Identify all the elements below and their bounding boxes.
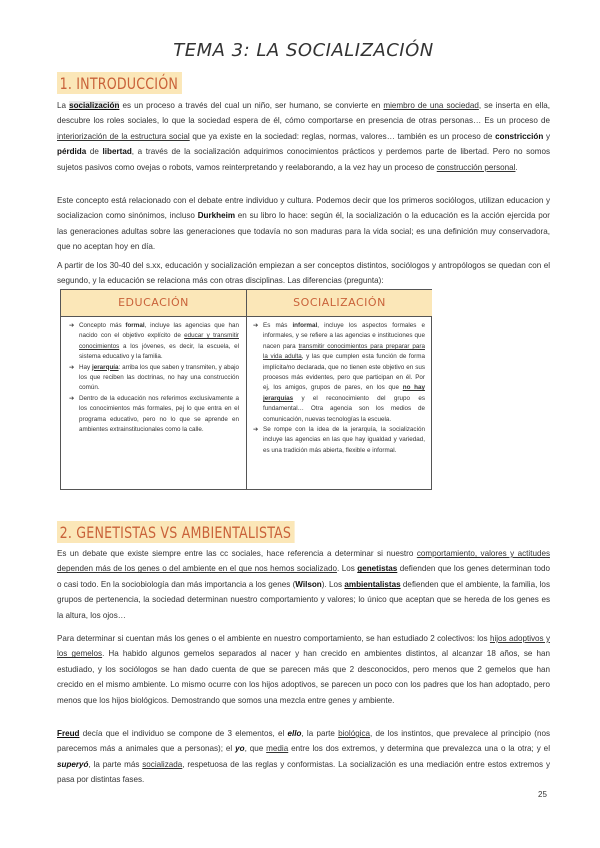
arrow-icon: ➔ — [69, 363, 75, 371]
table-header-educacion: EDUCACIÓN — [61, 290, 247, 317]
intro-paragraph-3: A partir de los 30-40 del s.xx, educación y socialización empiezan a ser conceptos distintos, sociólogos y antropólogos se quedan con el segundo, y la educación se relaciona más con otras disciplinas. Las diferencias (pregunta): — [57, 261, 550, 286]
table-divider — [246, 316, 247, 490]
genetics-paragraph-1: Es un debate que existe siempre entre las cc sociales, hace referencia a determinar si nuestro comportamiento, valores y actitudes dependen más de los genes o del ambiente en el que nos hemos socializado. Los genetistas defienden que los genes determinan todo o casi todo. En la sociobiología dan más importancia a los genes (Wilson). Los ambientalistas defienden que el ambiente, la familia, los grupos de pertenencia, la sociedad determinan nuestro comportamiento y valores; lo único que aceptan que se hereda de los genes es la altura, los ojos… — [57, 549, 551, 620]
table-column-socializacion — [253, 321, 425, 456]
list-item: ➔ Concepto más formal, incluye las agencias que han nacido con el objetivo explícito de educar y transmitir conocimientos a los jóvenes, es decir, la escuela, el sistema educativo y la familia. — [69, 322, 239, 361]
table-column-educacion — [69, 321, 239, 435]
intro-paragraph-1: La socialización es un proceso a través del cual un niño, ser humano, se convierte en miembro de una sociedad, se inserta en ella, descubre los roles sociales, lo que la sociedad espera de él, cómo comportarse en presencia de otras personas… Es un proceso de interiorización de la estructura social que ya existe en la sociedad: reglas, normas, valores… también es un proceso de constricción y pérdida de libertad, a través de la socialización adquirimos conocimientos prácticos y perdemos parte de libertad. Pero no somos sujetos pasivos como ovejas o robots, vamos reinterpretando y reelaborando, a la vez hay un proceso de construcción personal. — [57, 101, 551, 172]
list-item: ➔ Hay jerarquía: arriba los que saben y transmiten, y abajo los que reciben las doctrinas, no hay una construcción común. — [69, 363, 239, 392]
arrow-icon: ➔ — [253, 426, 259, 434]
list-item: ➔ Dentro de la educación nos referimos exclusivamente a los conocimientos más formales, pej lo que entra en el programa educativo, pero no lo que se aprende en ambientes extrainstitucionales como la calle. — [69, 394, 239, 434]
arrow-icon: ➔ — [69, 322, 75, 329]
page-title: TEMA 3: LA SOCIALIZACIÓN — [173, 40, 434, 61]
arrow-icon: ➔ — [69, 394, 75, 402]
list-item: ➔ Se rompe con la idea de la jerarquía, la socialización incluye las agencias en las que hay igualdad y variedad, es una tradición más abierta, flexible e informal. — [253, 426, 425, 454]
list-item: ➔ Es más informal, incluye los aspectos formales e informales, y se refiere a las agencias e instituciones que nacen para transmitir conocimientos para preparar para la vida adulta, y las que cumplen esta función de forma implícita/no declarada, que no tienen este objetivo en sus procesos más evidentes, pero que participan en él. Por ej, los amigos, grupos de pares, en los que no hay jerarquías y el reconocimiento del grupo es fundamental… Otra agencia son los medios de comunicación, nuevas tecnologías la escuela. — [253, 322, 426, 423]
intro-paragraph-2: Este concepto está relacionado con el debate entre individuo y cultura. Podemos decir que los primeros sociólogos, utilizan educacion y socializacion como sinónimos, incluso Durkheim en su libro lo hace: según él, la socialización o la educación es la acción ejercida por las generaciones adultas sobre las generaciones que todavía no son maduras para la vida social; es una definición muy conservadora, que no aceptan hoy en día. — [57, 196, 550, 252]
genetics-paragraph-3: Freud decía que el individuo se compone de 3 elementos, el ello, la parte biológica, de los instintos, que prevalece al principio (nos parecemos más a animales que a personas); el yo, que media entre los dos extremos, y determina que prevalezca una o la otra; y el superyó, la parte más socializada, respetuosa de las reglas y conformistas. La socialización es una mediación entre estos extremos y pasa por distintas fases. — [57, 729, 551, 785]
section-heading-genetistas: 2. GENETISTAS VS AMBIENTALISTAS — [57, 521, 295, 543]
arrow-icon: ➔ — [253, 322, 259, 329]
page-number: 25 — [538, 790, 547, 799]
genetics-paragraph-2: Para determinar si cuentan más los genes o el ambiente en nuestro comportamiento, se han estudiado 2 colectivos: los hijos adoptivos y los gemelos. Ha habido algunos gemelos separados al nacer y han crecido en ambientes distintos, al alcanzar 18 años, se han estudiado, y los sociólogos se han dado cuenta de que se parecen más que 2 desconocidos, pero menos que 2 gemelos que han crecido en el mismo ambiente. Lo mismo ocurre con los hijos adoptivos, se parecen un poco con los padres que los han adoptado, pero menos que los hijos biológicos. Demostrando que somos una mezcla entre genes y ambiente. — [57, 634, 550, 705]
differences-table — [60, 289, 432, 490]
section-heading-introduccion: 1. INTRODUCCIÓN — [57, 72, 182, 94]
table-header-socializacion: SOCIALIZACIÓN — [247, 290, 432, 317]
